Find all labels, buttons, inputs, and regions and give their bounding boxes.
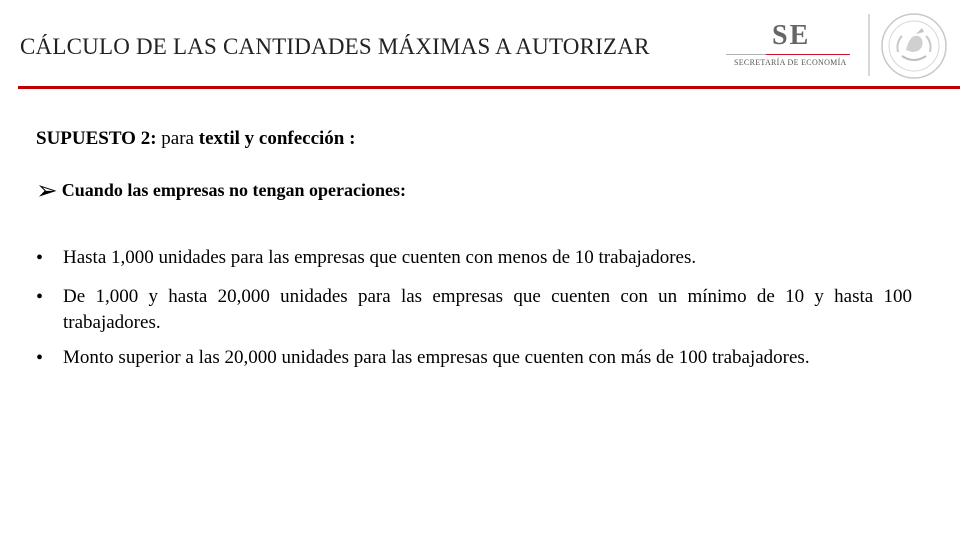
logo-underline [726,54,850,55]
list-item [36,345,912,371]
list-item-text: Monto superior a las 20,000 unidades para las empresas que cuenten con más de 100 trabajadores. [63,347,810,368]
header-separator [868,14,870,76]
national-seal-icon [880,12,948,80]
logo-abbreviation: SE [772,20,811,51]
list-item [36,284,912,336]
secretaria-economia-logo [726,20,850,72]
bullet-icon: • [36,347,44,369]
header-divider [18,86,960,89]
slide-title: CÁLCULO DE LAS CANTIDADES MÁXIMAS A AUTORIZAR [20,34,650,59]
list-item-text: De 1,000 y hasta 20,000 unidades para las empresas que cuenten con un mínimo de 10 y hasta 100 trabajadores. [63,286,912,333]
condition-line [36,176,406,206]
arrow-bullet-icon: ➢ [36,176,58,205]
bullet-icon: • [36,286,44,308]
condition-text: Cuando las empresas no tengan operaciones: [61,180,406,200]
supuesto-heading [36,128,355,150]
logo-subtitle: SECRETARÍA DE ECONOMÍA [734,58,847,67]
list-item [36,245,912,271]
list-item-text: Hasta 1,000 unidades para las empresas que cuenten con menos de 10 trabajadores. [63,247,697,268]
supuesto-label: SUPUESTO 2: [36,128,157,149]
bullet-icon: • [36,247,44,269]
supuesto-connector: para [156,128,199,149]
supuesto-sector: textil y confección : [198,128,356,149]
